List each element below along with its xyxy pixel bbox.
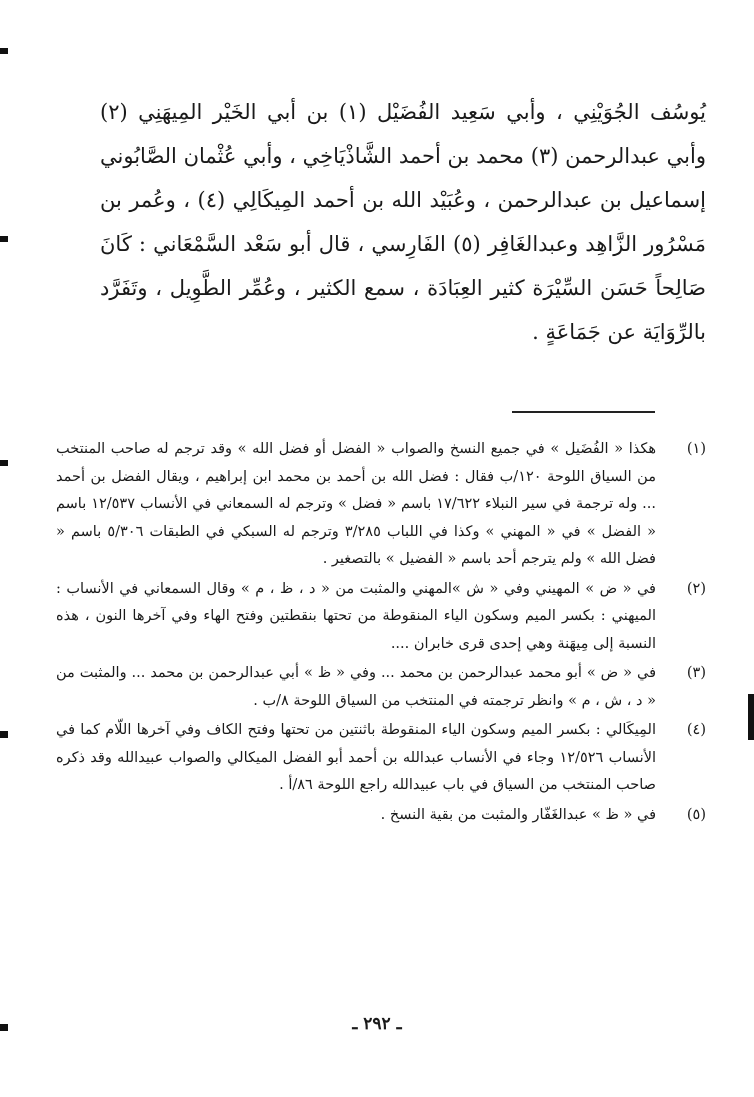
scan-edge-mark [748, 694, 754, 740]
scan-edge-mark [0, 460, 8, 466]
footnote-number: (١) [686, 441, 706, 457]
footnote-number: (٣) [686, 665, 706, 681]
main-text-block [100, 90, 706, 354]
footnotes-section [56, 436, 706, 831]
footnote [56, 717, 706, 800]
footnote-text: في « ض » أبو محمد عبدالرحمن بن محمد ... وفي « ظ » أبي عبدالرحمن بن محمد ... والمثبت من « د ، ش ، م » وانظر ترجمته في المنتخب من السياق اللوحة ٨/ب . [56, 665, 656, 709]
footnote-number: (٤) [686, 722, 706, 738]
scan-edge-mark [0, 731, 8, 738]
footnote [56, 576, 706, 659]
footnote [56, 660, 706, 715]
footnote-number: (٥) [686, 806, 706, 823]
scan-edge-mark [0, 48, 8, 54]
footnote-text: في « ض » المهيني وفي « ش »المهني والمثبت من « د ، ظ ، م » وقال السمعاني في الأنساب : الميهني : بكسر الميم وسكون الياء المنقوطة من تحتها بنقطتين وفتح الهاء وفي آخرها النون ، هذه النسبة إلى مِيهَنة وهي إحدى قرى خابران .... [56, 580, 656, 652]
footnote-text: هكذا « الفُضَيل » في جميع النسخ والصواب « الفضل أو فضل الله » وقد ترجم له صاحب المنتخب من السياق اللوحة ١٢٠/ب فقال : فضل الله بن أحمد بن محمد ابن إبراهيم ، ويقال الفضل بن أحمد ... وله ترجمة في سير النبلاء ١٧/٦٢٢ باسم « فضل » وترجم له السمعاني في الأنساب ١٢/٥٣٧ باسم « الفضل » في « المهني » وكذا في اللباب ٣/٢٨٥ وترجم له السبكي في الطبقات ٥/٣٠٦ باسم « فضل الله » ولم يترجم أحد باسم « الفضيل » بالتصغير . [56, 441, 656, 567]
footnote-text: المِيكَالي : بكسر الميم وسكون الياء المنقوطة باثنتين من تحتها وفتح الكاف وفي آخرها اللّام كما في الأنساب ١٢/٥٢٦ وجاء في الأنساب عبدالله بن أحمد أبو الفضل الميكالي والصواب عبيدالله وقد ذكره صاحب المنتخب من السياق في باب عبيدالله راجع اللوحة ٨٦/أ . [56, 722, 656, 793]
footnote-divider [512, 411, 655, 413]
footnote-number: (٢) [686, 580, 706, 597]
main-paragraph: يُوسُف الجُوَيْنِي ، وأبي سَعِيد الفُضَيْل (١) بن أبي الخَيْر المِيهَنِي (٢) وأبي عبدالرحمن (٣) محمد بن أحمد الشَّاذْيَاخِي ، وأبي عُثْمان الصَّابُوني إسماعيل بن عبدالرحمن ، وعُبَيْد الله بن أحمد المِيكَالِي (٤) ، وعُمر بن مَسْرُور الزَّاهِد وعبدالغَافِر (٥) الفَارِسي ، قال أبو سَعْد السَّمْعَاني : كَانَ صَالِحاً حَسَن السِّيْرَة كثير العِبَادَة ، سمع الكثير ، وعُمِّر الطَّوِيل ، وتَفَرَّد بالرِّوَايَة عن جَمَاعَةٍ . [100, 100, 707, 344]
page-number: ـ ٢٩٢ ـ [352, 1014, 402, 1034]
footnote-text: في « ظ » عبدالغَفّار والمثبت من بقية النسخ . [380, 806, 656, 823]
scan-edge-mark [0, 236, 8, 242]
footnote [56, 436, 706, 574]
footnote [56, 802, 706, 830]
